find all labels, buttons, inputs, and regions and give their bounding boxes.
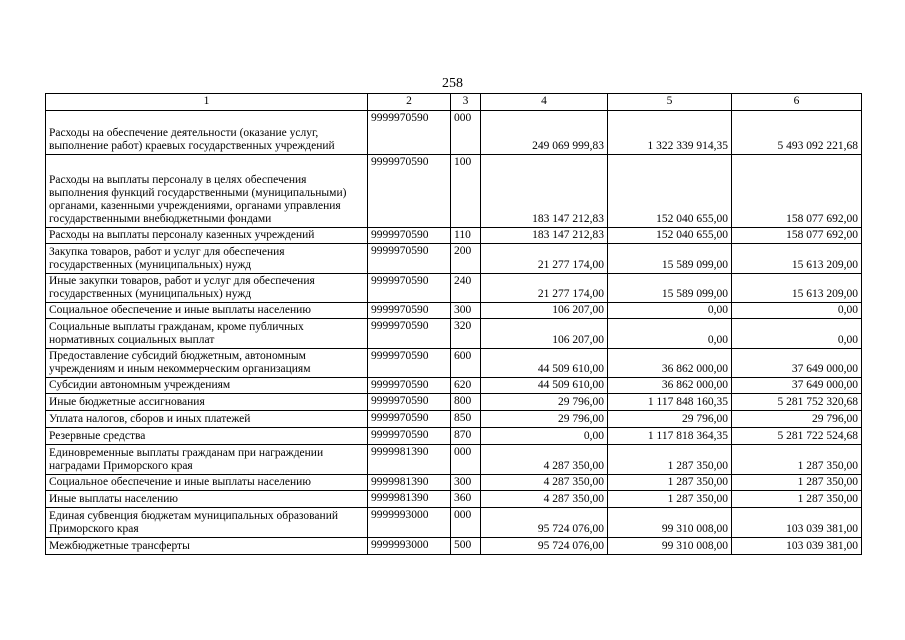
amount-col4: 0,00 <box>481 428 608 445</box>
amount-col4: 4 287 350,00 <box>481 491 608 508</box>
amount-col6: 5 493 092 221,68 <box>732 111 862 155</box>
target-article-code: 9999970590 <box>368 411 451 428</box>
table-row <box>46 378 862 394</box>
expense-type-code: 200 <box>451 244 481 274</box>
expense-item-name: Расходы на обеспечение деятельности (оказание услуг, выполнение работ) краевых государственных учреждений <box>46 111 368 155</box>
table-row <box>46 303 862 319</box>
expense-item-name: Резервные средства <box>46 428 368 445</box>
expense-item-name: Иные закупки товаров, работ и услуг для обеспечения государственных (муниципальных) нужд <box>46 274 368 303</box>
expense-type-code: 000 <box>451 445 481 475</box>
amount-col5: 15 589 099,00 <box>608 244 732 274</box>
amount-col6: 158 077 692,00 <box>732 155 862 228</box>
amount-col6: 29 796,00 <box>732 411 862 428</box>
amount-col5: 152 040 655,00 <box>608 228 732 244</box>
amount-col5: 36 862 000,00 <box>608 378 732 394</box>
column-number-row <box>46 94 862 111</box>
table-row <box>46 538 862 555</box>
expense-type-code: 620 <box>451 378 481 394</box>
expense-type-code: 240 <box>451 274 481 303</box>
amount-col4: 183 147 212,83 <box>481 155 608 228</box>
expense-type-code: 800 <box>451 394 481 411</box>
table-row <box>46 349 862 378</box>
amount-col5: 29 796,00 <box>608 411 732 428</box>
amount-col4: 21 277 174,00 <box>481 244 608 274</box>
amount-col4: 44 509 610,00 <box>481 378 608 394</box>
amount-col6: 158 077 692,00 <box>732 228 862 244</box>
expense-item-name: Закупка товаров, работ и услуг для обеспечения государственных (муниципальных) нужд <box>46 244 368 274</box>
table-row <box>46 274 862 303</box>
expense-item-name: Единовременные выплаты гражданам при награждении наградами Приморского края <box>46 445 368 475</box>
expense-item-name: Межбюджетные трансферты <box>46 538 368 555</box>
amount-col6: 5 281 752 320,68 <box>732 394 862 411</box>
table-row <box>46 244 862 274</box>
expense-type-code: 110 <box>451 228 481 244</box>
column-number: 5 <box>608 94 732 111</box>
expense-item-name: Иные выплаты населению <box>46 491 368 508</box>
page-number: 258 <box>442 76 463 91</box>
amount-col4: 29 796,00 <box>481 394 608 411</box>
target-article-code: 9999981390 <box>368 475 451 491</box>
target-article-code: 9999981390 <box>368 445 451 475</box>
amount-col6: 1 287 350,00 <box>732 491 862 508</box>
column-number: 1 <box>46 94 368 111</box>
target-article-code: 9999993000 <box>368 538 451 555</box>
amount-col5: 1 287 350,00 <box>608 491 732 508</box>
target-article-code: 9999970590 <box>368 428 451 445</box>
expense-type-code: 360 <box>451 491 481 508</box>
amount-col6: 37 649 000,00 <box>732 349 862 378</box>
expense-type-code: 300 <box>451 303 481 319</box>
target-article-code: 9999970590 <box>368 378 451 394</box>
amount-col4: 95 724 076,00 <box>481 538 608 555</box>
table-row <box>46 394 862 411</box>
amount-col5: 1 287 350,00 <box>608 445 732 475</box>
amount-col4: 249 069 999,83 <box>481 111 608 155</box>
expense-type-code: 870 <box>451 428 481 445</box>
amount-col4: 4 287 350,00 <box>481 445 608 475</box>
target-article-code: 9999970590 <box>368 349 451 378</box>
amount-col4: 4 287 350,00 <box>481 475 608 491</box>
target-article-code: 9999970590 <box>368 394 451 411</box>
target-article-code: 9999993000 <box>368 508 451 538</box>
table-row <box>46 411 862 428</box>
amount-col6: 0,00 <box>732 303 862 319</box>
expense-item-name: Социальное обеспечение и иные выплаты населению <box>46 303 368 319</box>
expense-type-code: 320 <box>451 319 481 349</box>
table-row <box>46 155 862 228</box>
column-number: 3 <box>451 94 481 111</box>
expense-type-code: 600 <box>451 349 481 378</box>
expense-item-name: Субсидии автономным учреждениям <box>46 378 368 394</box>
target-article-code: 9999970590 <box>368 155 451 228</box>
budget-table <box>45 93 862 555</box>
table-body <box>46 94 862 555</box>
amount-col6: 1 287 350,00 <box>732 475 862 491</box>
column-number: 2 <box>368 94 451 111</box>
amount-col4: 21 277 174,00 <box>481 274 608 303</box>
expense-type-code: 850 <box>451 411 481 428</box>
amount-col5: 99 310 008,00 <box>608 538 732 555</box>
amount-col6: 37 649 000,00 <box>732 378 862 394</box>
amount-col4: 95 724 076,00 <box>481 508 608 538</box>
table-row <box>46 508 862 538</box>
expense-item-name: Уплата налогов, сборов и иных платежей <box>46 411 368 428</box>
amount-col4: 106 207,00 <box>481 319 608 349</box>
amount-col6: 15 613 209,00 <box>732 244 862 274</box>
expense-item-name: Предоставление субсидий бюджетным, автономным учреждениям и иным некоммерческим организациям <box>46 349 368 378</box>
amount-col5: 99 310 008,00 <box>608 508 732 538</box>
amount-col4: 29 796,00 <box>481 411 608 428</box>
table-row <box>46 111 862 155</box>
amount-col4: 183 147 212,83 <box>481 228 608 244</box>
expense-type-code: 300 <box>451 475 481 491</box>
amount-col5: 15 589 099,00 <box>608 274 732 303</box>
expense-item-name: Социальное обеспечение и иные выплаты населению <box>46 475 368 491</box>
target-article-code: 9999970590 <box>368 244 451 274</box>
expense-type-code: 000 <box>451 508 481 538</box>
table-row <box>46 475 862 491</box>
target-article-code: 9999970590 <box>368 303 451 319</box>
amount-col4: 44 509 610,00 <box>481 349 608 378</box>
amount-col5: 1 117 818 364,35 <box>608 428 732 445</box>
target-article-code: 9999970590 <box>368 319 451 349</box>
amount-col5: 0,00 <box>608 303 732 319</box>
target-article-code: 9999981390 <box>368 491 451 508</box>
amount-col6: 5 281 722 524,68 <box>732 428 862 445</box>
amount-col5: 0,00 <box>608 319 732 349</box>
amount-col5: 1 322 339 914,35 <box>608 111 732 155</box>
expense-item-name: Расходы на выплаты персоналу в целях обеспечения выполнения функций государственными (муниципальными) органами, казенными учреждениями, органами управления государственными внебюджетными фондами <box>46 155 368 228</box>
target-article-code: 9999970590 <box>368 111 451 155</box>
target-article-code: 9999970590 <box>368 274 451 303</box>
expense-type-code: 100 <box>451 155 481 228</box>
table-row <box>46 428 862 445</box>
amount-col5: 152 040 655,00 <box>608 155 732 228</box>
expense-item-name: Единая субвенция бюджетам муниципальных образований Приморского края <box>46 508 368 538</box>
table-row <box>46 445 862 475</box>
table-row <box>46 491 862 508</box>
expense-item-name: Расходы на выплаты персоналу казенных учреждений <box>46 228 368 244</box>
expense-item-name: Иные бюджетные ассигнования <box>46 394 368 411</box>
amount-col6: 0,00 <box>732 319 862 349</box>
amount-col6: 103 039 381,00 <box>732 538 862 555</box>
column-number: 4 <box>481 94 608 111</box>
expense-type-code: 000 <box>451 111 481 155</box>
amount-col6: 15 613 209,00 <box>732 274 862 303</box>
target-article-code: 9999970590 <box>368 228 451 244</box>
amount-col6: 1 287 350,00 <box>732 445 862 475</box>
table-row <box>46 228 862 244</box>
amount-col5: 1 117 848 160,35 <box>608 394 732 411</box>
amount-col4: 106 207,00 <box>481 303 608 319</box>
column-number: 6 <box>732 94 862 111</box>
expense-item-name: Социальные выплаты гражданам, кроме публичных нормативных социальных выплат <box>46 319 368 349</box>
table-row <box>46 319 862 349</box>
amount-col6: 103 039 381,00 <box>732 508 862 538</box>
amount-col5: 36 862 000,00 <box>608 349 732 378</box>
expense-type-code: 500 <box>451 538 481 555</box>
amount-col5: 1 287 350,00 <box>608 475 732 491</box>
